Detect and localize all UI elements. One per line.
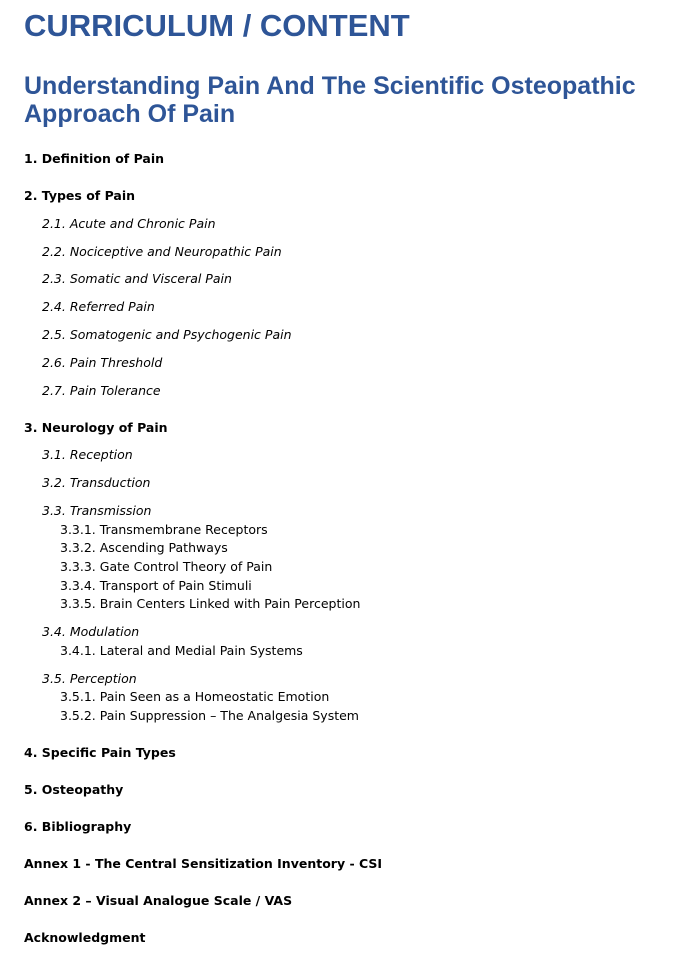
toc-subsection-3-5: 3.5. Perception xyxy=(42,671,137,686)
toc-subsection-2-1: 2.1. Acute and Chronic Pain xyxy=(42,216,216,231)
toc-subsection-3-4: 3.4. Modulation xyxy=(42,624,140,639)
toc-annex-1: Annex 1 - The Central Sensitization Inventory - CSI xyxy=(24,856,383,871)
toc-section-2: 2. Types of Pain xyxy=(24,188,136,203)
toc-subsubsection-3-3-2: 3.3.2. Ascending Pathways xyxy=(60,540,228,555)
toc-section-5: 5. Osteopathy xyxy=(24,782,124,797)
toc-subsubsection-3-3-3: 3.3.3. Gate Control Theory of Pain xyxy=(60,559,273,574)
toc-subsection-3-1: 3.1. Reception xyxy=(42,447,133,462)
toc-annex-2: Annex 2 – Visual Analogue Scale / VAS xyxy=(24,893,293,908)
course-title: Understanding Pain And The Scientific Osteopathic Approach Of Pain xyxy=(24,72,636,128)
toc-subsection-2-4: 2.4. Referred Pain xyxy=(42,299,155,314)
toc-section-4: 4. Specific Pain Types xyxy=(24,745,176,760)
toc-subsection-2-6: 2.6. Pain Threshold xyxy=(42,355,163,370)
toc-subsubsection-3-3-1: 3.3.1. Transmembrane Receptors xyxy=(60,522,268,537)
toc-section-1: 1. Definition of Pain xyxy=(24,151,165,166)
toc-subsection-3-2: 3.2. Transduction xyxy=(42,475,151,490)
toc-subsubsection-3-3-5: 3.3.5. Brain Centers Linked with Pain Perception xyxy=(60,596,361,611)
toc-subsection-3-3: 3.3. Transmission xyxy=(42,503,152,518)
toc-subsubsection-3-3-4: 3.3.4. Transport of Pain Stimuli xyxy=(60,578,252,593)
toc-subsubsection-3-5-1: 3.5.1. Pain Seen as a Homeostatic Emotion xyxy=(60,689,330,704)
toc-subsubsection-3-5-2: 3.5.2. Pain Suppression – The Analgesia System xyxy=(60,708,359,723)
toc-acknowledgment: Acknowledgment xyxy=(24,930,146,945)
page-title: CURRICULUM / CONTENT xyxy=(24,8,410,43)
toc-subsection-2-3: 2.3. Somatic and Visceral Pain xyxy=(42,271,232,286)
toc-subsection-2-2: 2.2. Nociceptive and Neuropathic Pain xyxy=(42,244,282,259)
toc-subsection-2-7: 2.7. Pain Tolerance xyxy=(42,383,161,398)
toc-section-3: 3. Neurology of Pain xyxy=(24,420,168,435)
toc-subsubsection-3-4-1: 3.4.1. Lateral and Medial Pain Systems xyxy=(60,643,303,658)
toc-subsection-2-5: 2.5. Somatogenic and Psychogenic Pain xyxy=(42,327,292,342)
toc-section-6: 6. Bibliography xyxy=(24,819,132,834)
